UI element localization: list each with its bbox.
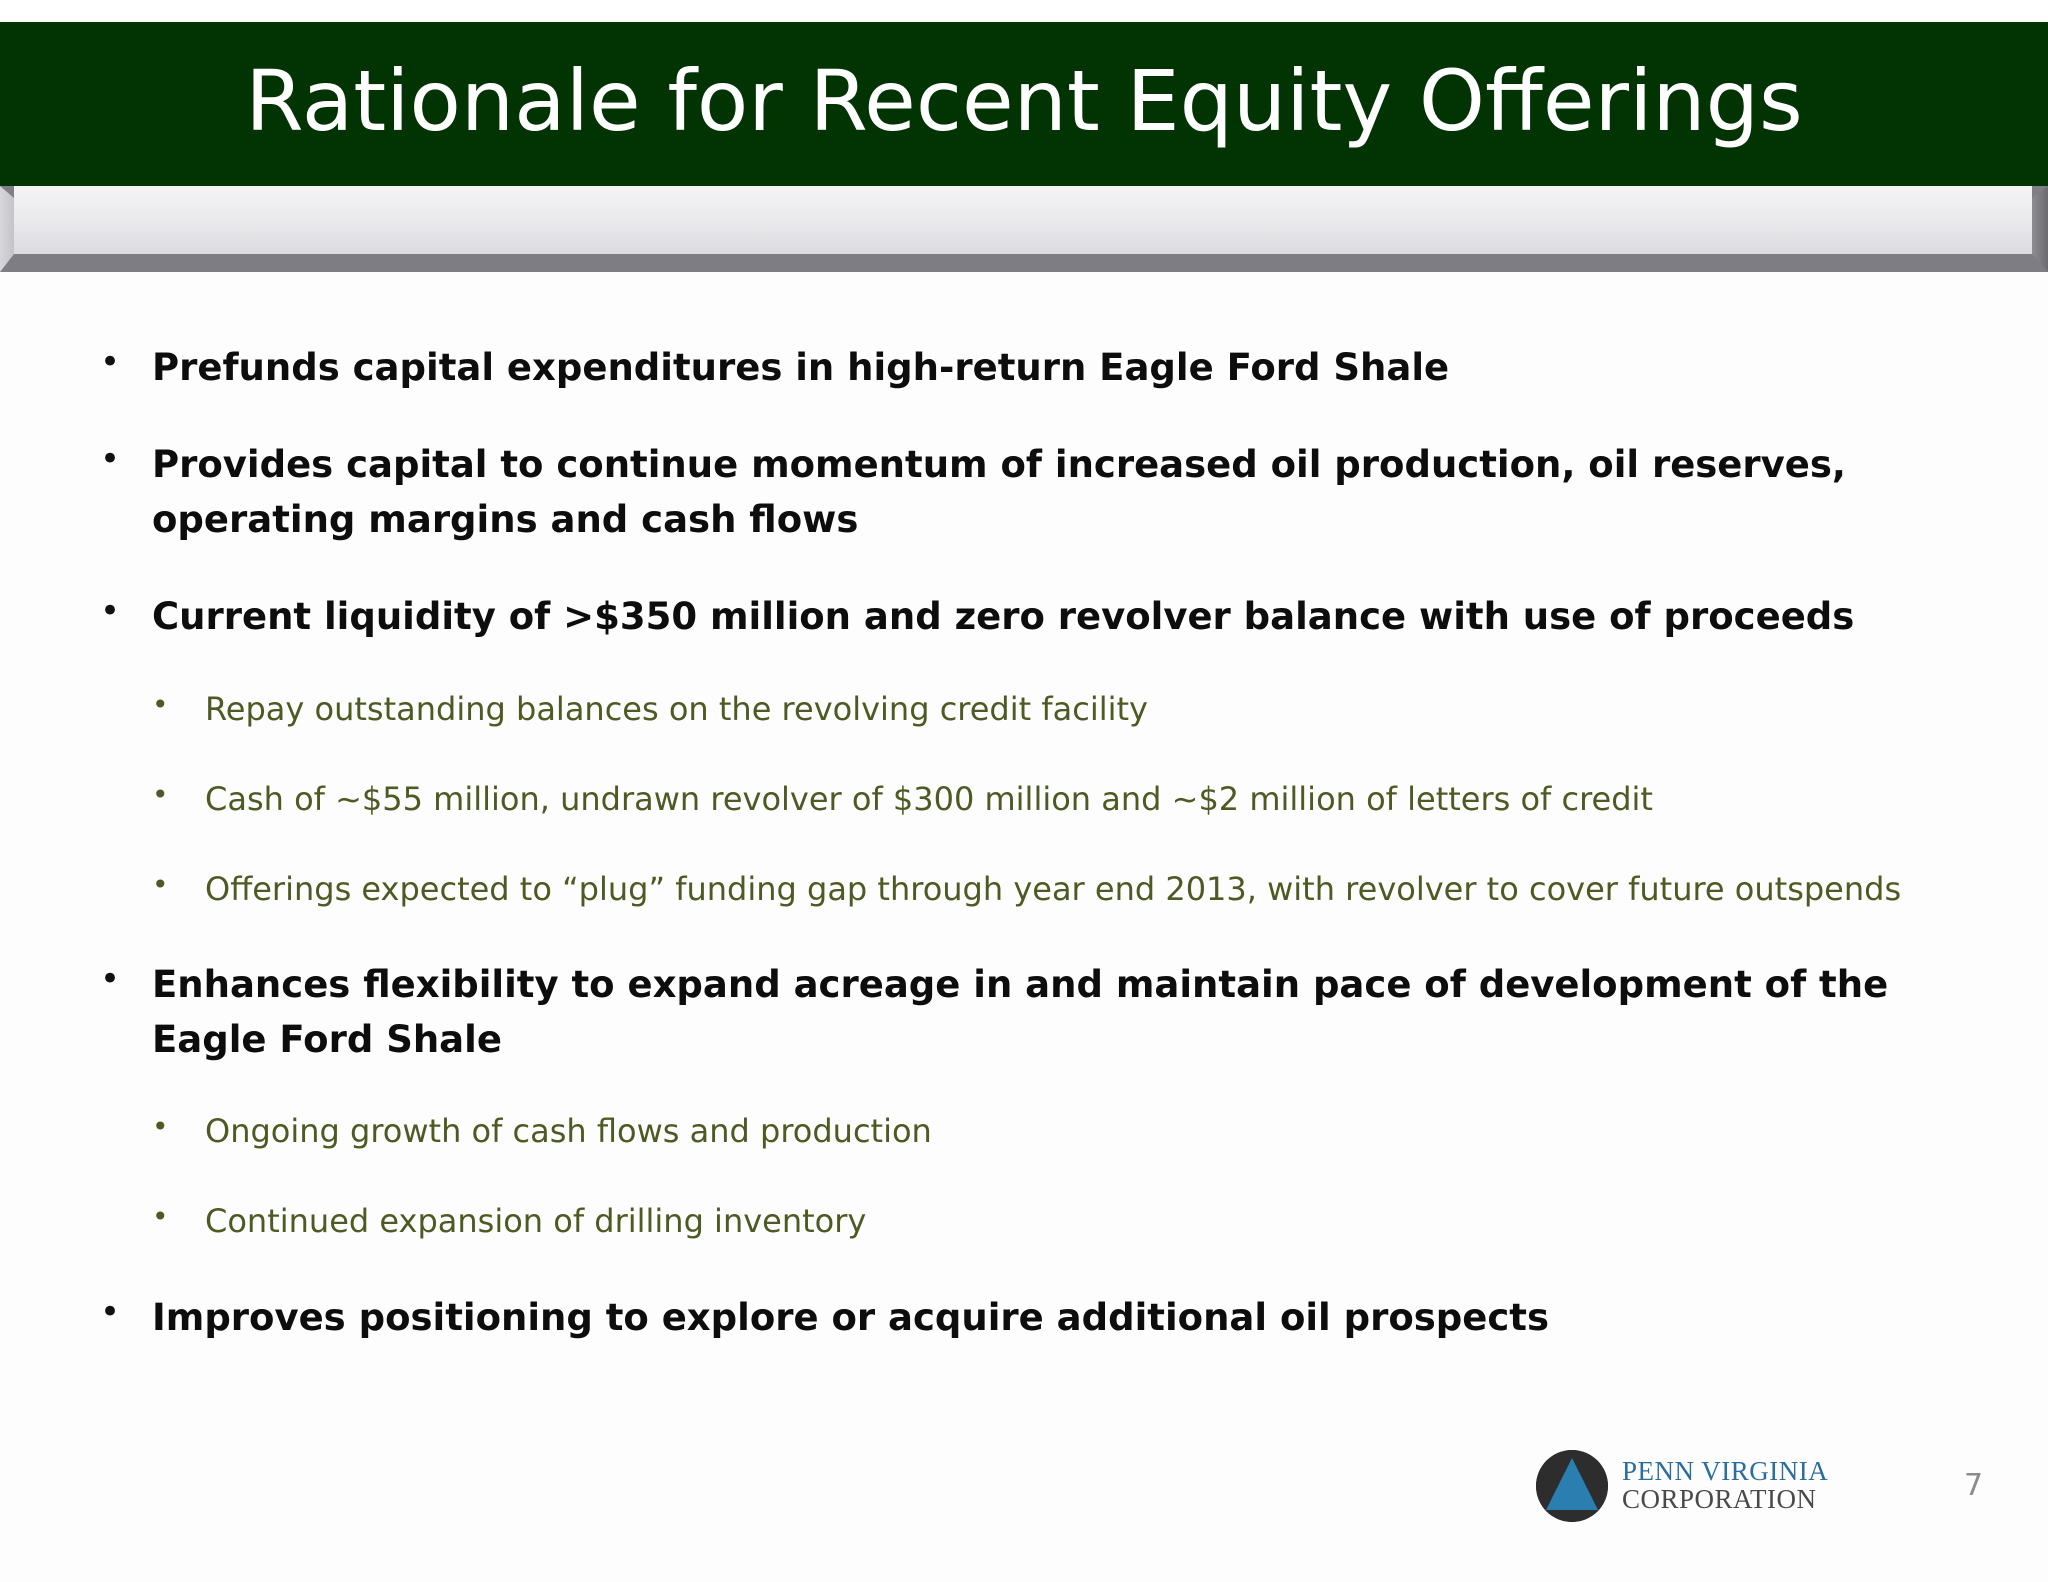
bullet-dot-icon: • <box>152 1110 169 1143</box>
page-number: 7 <box>1964 1468 1984 1503</box>
bullet-text: Provides capital to continue momentum of increased oil production, oil reserves, operating margins and cash flows <box>152 443 1846 541</box>
title-bevel-divider <box>0 186 2048 272</box>
logo-subtitle: CORPORATION <box>1622 1484 1817 1514</box>
bullet-dot-icon: • <box>100 959 121 999</box>
sub-bullet-text: Cash of ~$55 million, undrawn revolver of $300 million and ~$2 million of letters of credit <box>205 780 1653 818</box>
bullet-dot-icon: • <box>152 688 169 721</box>
company-logo <box>1536 1450 1836 1526</box>
bullet-text: Prefunds capital expenditures in high-return Eagle Ford Shale <box>152 346 1450 389</box>
bullet-dot-icon: • <box>152 778 169 811</box>
bullet-text: Current liquidity of >$350 million and zero revolver balance with use of proceeds <box>152 595 1855 638</box>
bullet-dot-icon: • <box>100 591 121 631</box>
bullet-dot-icon: • <box>100 439 121 479</box>
sub-bullet-text: Continued expansion of drilling inventory <box>205 1202 867 1240</box>
bullet-text: Enhances flexibility to expand acreage in and maintain pace of development of the Eagle Ford Shale <box>152 963 1889 1061</box>
title-bar <box>0 22 2048 186</box>
logo-name: PENN VIRGINIA <box>1622 1456 1829 1486</box>
bullet-dot-icon: • <box>152 868 169 901</box>
sub-bullet-text: Repay outstanding balances on the revolving credit facility <box>205 690 1148 728</box>
bullet-dot-icon: • <box>152 1200 169 1233</box>
bullet-dot-icon: • <box>100 342 121 382</box>
bullet-dot-icon: • <box>100 1292 121 1332</box>
penn-virginia-triangle-icon <box>1536 1450 1608 1522</box>
slide-title: Rationale for Recent Equity Offerings <box>245 52 1803 150</box>
sub-bullet-text: Offerings expected to “plug” funding gap through year end 2013, with revolver to cover future outspends <box>205 870 1902 908</box>
top-margin <box>0 0 2048 22</box>
bullet-text: Improves positioning to explore or acquire additional oil prospects <box>152 1296 1550 1339</box>
sub-bullet-text: Ongoing growth of cash flows and production <box>205 1112 932 1150</box>
